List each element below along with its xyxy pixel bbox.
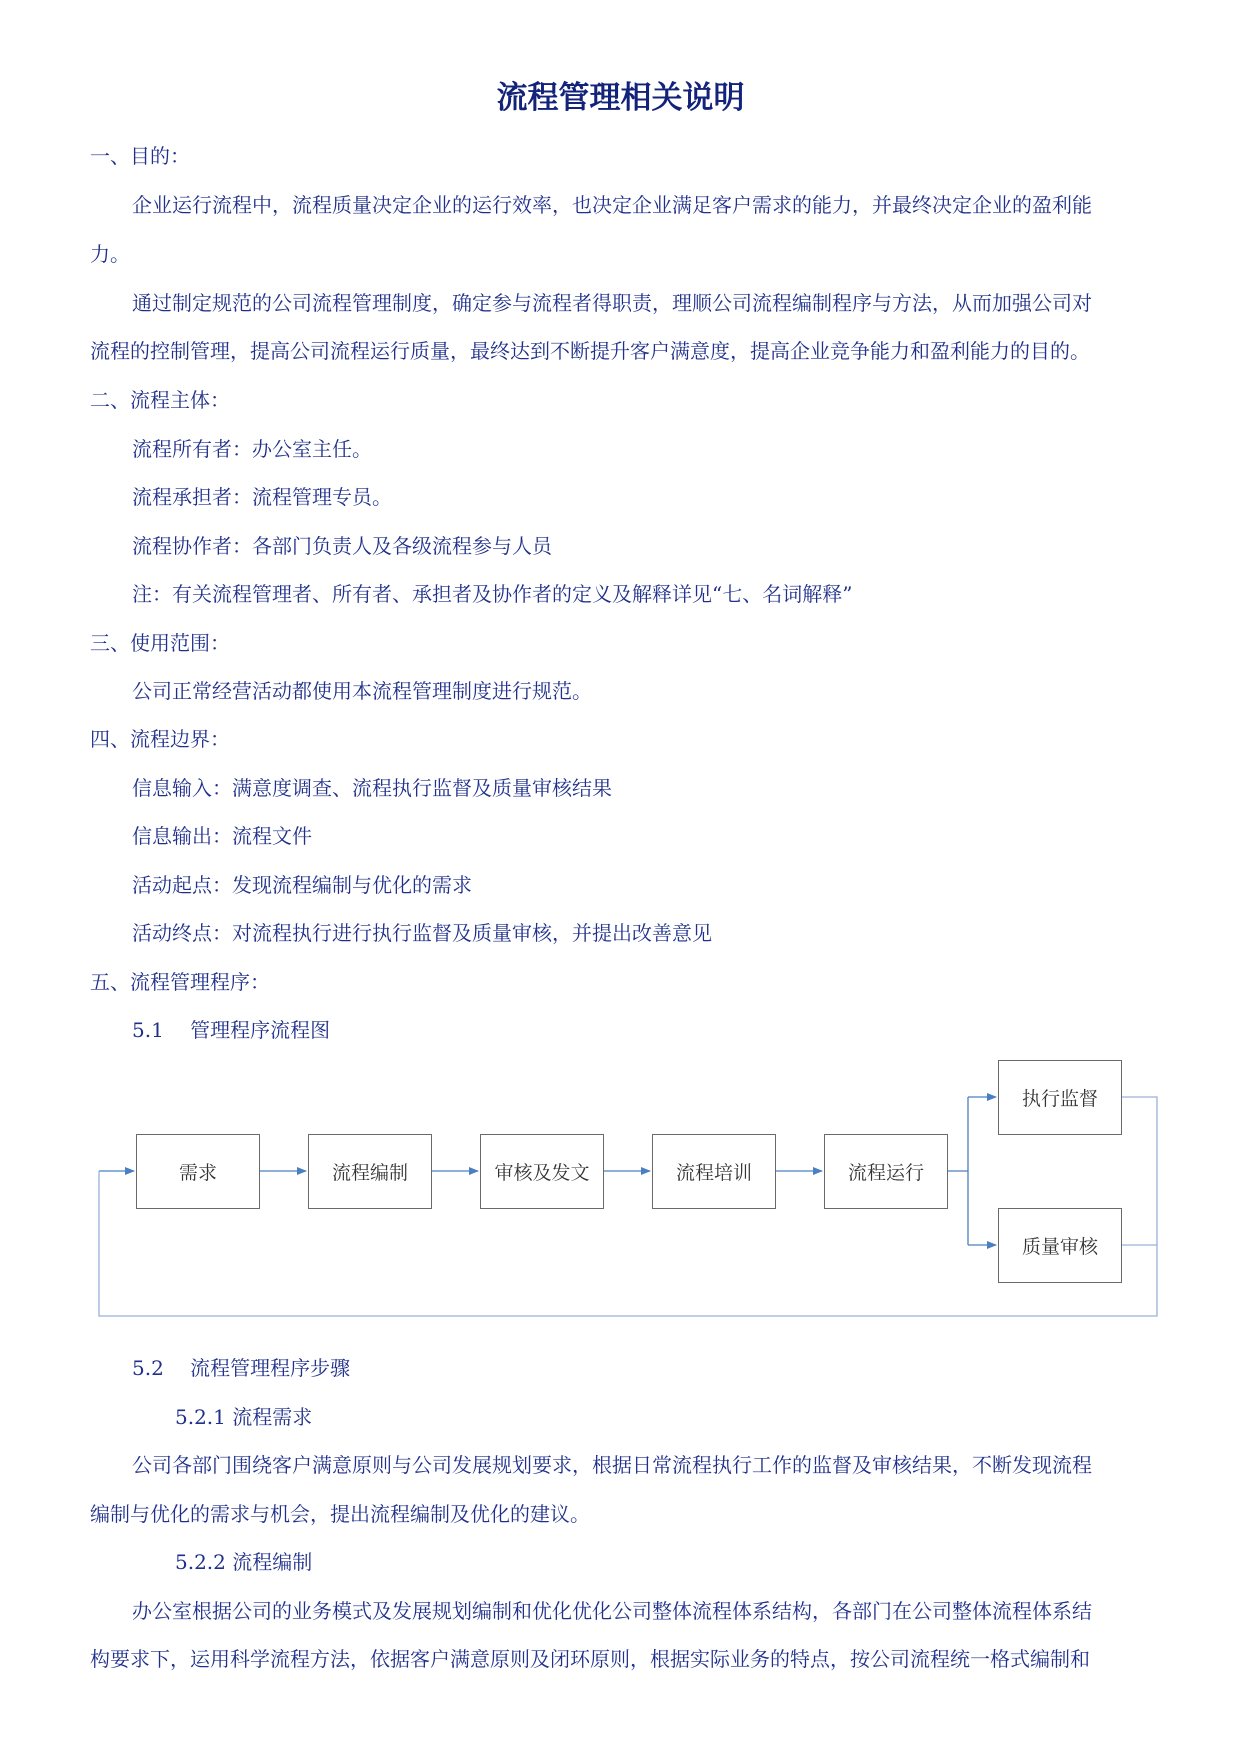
paragraph-line: 企业运行流程中，流程质量决定企业的运行效率，也决定企业满足客户需求的能力，并最终决定企业的盈利能: [132, 193, 1092, 217]
document-title: 流程管理相关说明: [496, 80, 745, 116]
flow-node-compilation: 流程编制: [308, 1134, 432, 1209]
subsubsection-heading: 5.2.1 流程需求: [175, 1405, 313, 1429]
section-heading-boundary: 四、流程边界：: [90, 727, 230, 751]
paragraph-line: 流程所有者：办公室主任。: [132, 437, 372, 461]
paragraph-line: 活动终点：对流程执行进行执行监督及质量审核，并提出改善意见: [132, 921, 712, 945]
paragraph-line: 信息输入：满意度调查、流程执行监督及质量审核结果: [132, 776, 612, 800]
paragraph-line: 活动起点：发现流程编制与优化的需求: [132, 873, 472, 897]
paragraph-line: 公司各部门围绕客户满意原则与公司发展规划要求，根据日常流程执行工作的监督及审核结果，不断发现流程: [132, 1453, 1092, 1477]
subsection-heading: 5.1 管理程序流程图: [132, 1018, 331, 1042]
paragraph-line: 编制与优化的需求与机会，提出流程编制及优化的建议。: [90, 1502, 590, 1526]
flow-node-operation: 流程运行: [824, 1134, 948, 1209]
flow-node-requirement: 需求: [136, 1134, 260, 1209]
subsection-heading: 5.2 流程管理程序步骤: [132, 1356, 351, 1380]
paragraph-line: 流程协作者：各部门负责人及各级流程参与人员: [132, 534, 552, 558]
paragraph-line: 信息输出：流程文件: [132, 824, 312, 848]
section-heading-procedure: 五、流程管理程序：: [90, 970, 270, 994]
section-heading-purpose: 一、目的：: [90, 144, 190, 168]
section-heading-subject: 二、流程主体：: [90, 388, 230, 412]
flow-node-training: 流程培训: [652, 1134, 776, 1209]
paragraph-line: 构要求下，运用科学流程方法，依据客户满意原则及闭环原则，根据实际业务的特点，按公司流程统一格式编制和: [90, 1647, 1090, 1671]
subsubsection-heading: 5.2.2 流程编制: [175, 1550, 313, 1574]
paragraph-line: 流程的控制管理，提高公司流程运行质量，最终达到不断提升客户满意度，提高企业竞争能力和盈利能力的目的。: [90, 339, 1090, 363]
note-line: 注：有关流程管理者、所有者、承担者及协作者的定义及解释详见“七、名词解释”: [132, 582, 853, 606]
paragraph-line: 通过制定规范的公司流程管理制度，确定参与流程者得职责，理顺公司流程编制程序与方法，从而加强公司对: [132, 291, 1092, 315]
flow-node-execution-supervision: 执行监督: [998, 1060, 1122, 1135]
paragraph-line: 流程承担者：流程管理专员。: [132, 485, 392, 509]
paragraph-line: 办公室根据公司的业务模式及发展规划编制和优化优化公司整体流程体系结构，各部门在公司整体流程体系结: [132, 1599, 1092, 1623]
section-heading-scope: 三、使用范围：: [90, 631, 230, 655]
flowchart: [95, 1060, 1175, 1330]
paragraph-line: 公司正常经营活动都使用本流程管理制度进行规范。: [132, 679, 592, 703]
paragraph-line: 力。: [90, 242, 130, 266]
flow-node-review-publish: 审核及发文: [480, 1134, 604, 1209]
flow-node-quality-audit: 质量审核: [998, 1208, 1122, 1283]
